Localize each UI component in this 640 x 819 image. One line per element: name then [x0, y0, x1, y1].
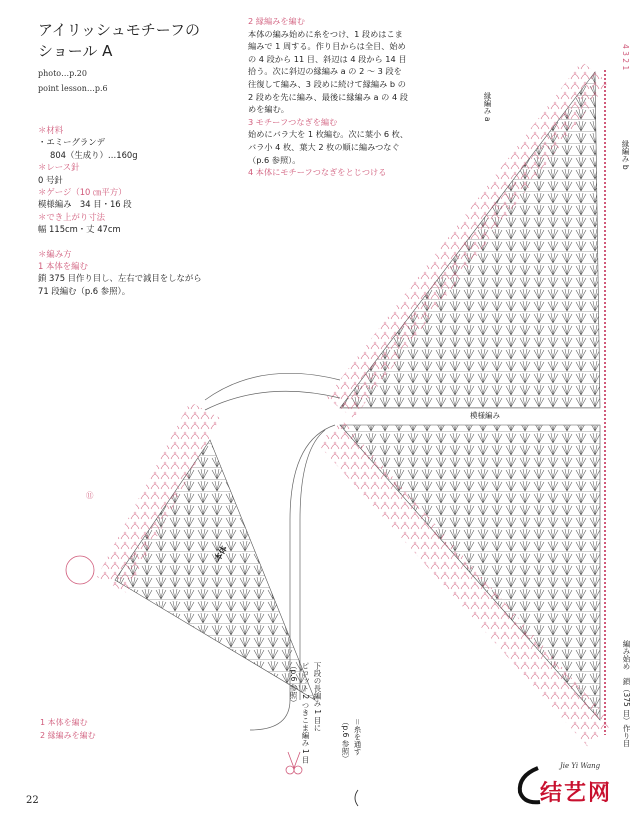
- note-thread-ref: （p.6 参照）: [341, 718, 350, 763]
- photo-ref: photo…p.20: [38, 69, 87, 78]
- connector-upper2: [205, 391, 340, 410]
- left-point-motif: [66, 556, 94, 584]
- note-stitch-1: 下段の長編み 1 目に: [313, 662, 322, 732]
- note-stitch-3: （p.6 参照）: [289, 662, 298, 707]
- label-pattern: 模様編み: [470, 411, 500, 420]
- label-start: 編み始め 鎖（375 目）作り目: [622, 640, 631, 747]
- left-body: [115, 440, 315, 700]
- materials-block: ＊材料 ・エミーグランデ 804（生成り）…160g ＊レース針 0 号針 ＊ゲージ（10 ㎝平方） 模様編み 34 目・16 段 ＊でき上がり寸法 幅 115cm・丈 47cm ＊編み方 1 本体を編む 鎖 375 目作り目し、左右で減目をしながら 71 段編む（p.6 参照）。: [38, 125, 202, 296]
- page-title: アイリッシュモチーフの ショール A: [38, 21, 201, 60]
- legend: 1 本体を編む 2 縁編みを編む: [40, 718, 96, 740]
- mark-11: ⑪: [86, 491, 94, 500]
- connector-upper: [205, 373, 340, 400]
- thread-hook-symbol: [355, 790, 358, 806]
- row-numbers: 4 3 2 1: [621, 44, 630, 71]
- instructions-block: 2 縁編みを編む 本体の編み始めに糸をつけ、1 段めはこま 編みで 1 周する。作り目からは全目、始め の 4 段から 11 目、斜辺は 4 段から 14 目 拾う。次に斜辺の縁編み a の 2 ～ 3 段を 往復して編み、3 段めに続けて縁編み b の 2 段めを先に編み、最後に縁編み a の 4 段 めを編む。 3 モチーフつなぎを編む 始めにバラ大を 1 枚編む。次に葉小 6 枚、 バラ小 4 枚、葉大 2 枚の順に編みつなぐ （p.6 参照）。 4 本体にモチーフつなぎをとじつける: [248, 16, 409, 178]
- label-body: 本体: [213, 544, 229, 563]
- label-edge-b: 縁編み b: [621, 140, 630, 170]
- label-edge-a: 縁編み a: [483, 92, 492, 122]
- note-thread: ＝糸を通す: [353, 718, 362, 756]
- connector-lower2: [300, 430, 325, 700]
- note-stitch-2: ピコット 2 つきこま編み 1 目: [301, 662, 310, 764]
- page-number: 22: [26, 795, 39, 806]
- lesson-ref: point lesson…p.6: [38, 84, 108, 93]
- watermark-logo: Jie Yi Wang 结艺网: [510, 762, 628, 808]
